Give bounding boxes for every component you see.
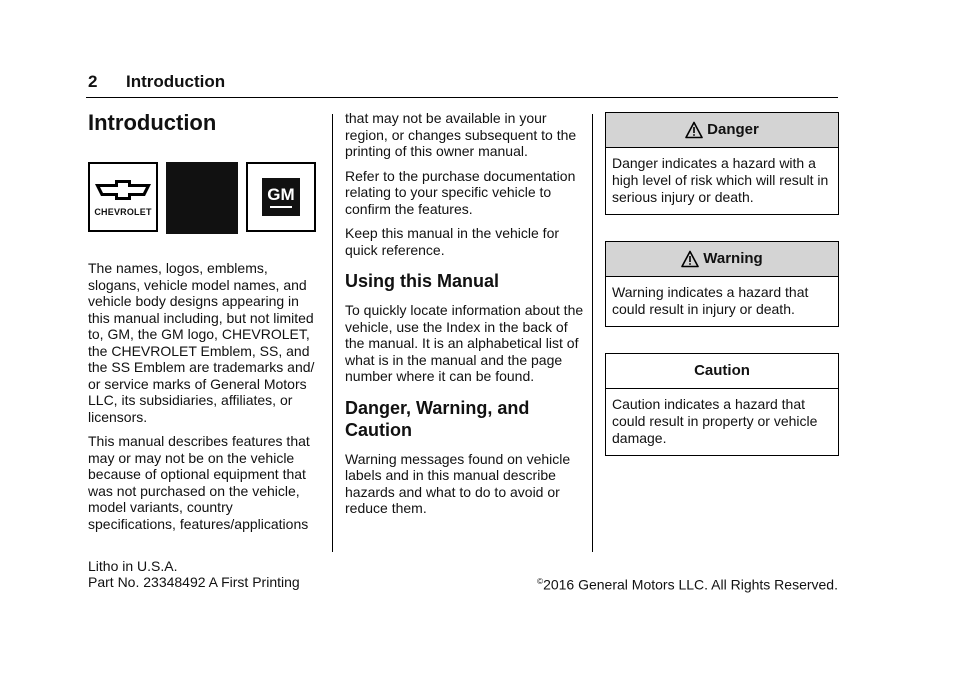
copyright-symbol: © bbox=[537, 577, 544, 586]
caution-title: Caution bbox=[694, 361, 750, 379]
part-number-text: Part No. 23348492 A First Printing bbox=[88, 574, 300, 590]
column-3 bbox=[605, 112, 839, 482]
page-number: 2 bbox=[88, 72, 98, 91]
gm-logo-icon bbox=[262, 178, 300, 216]
warning-title: Warning bbox=[703, 249, 763, 267]
caution-box bbox=[605, 353, 839, 456]
copyright-text: 2016 General Motors LLC. All Rights Reserved. bbox=[543, 576, 838, 593]
warning-triangle-icon bbox=[685, 121, 703, 139]
footer-copyright bbox=[537, 574, 838, 593]
trademark-paragraph: The names, logos, emblems, slogans, vehicle model names, and vehicle body designs appearing in this manual including, but not limited to, GM, the GM logo, CHEVROLET, the CHEVROLET Emblem, SS, and the SS Emblem are trademarks and/ or service marks of General Motors LLC, its subsidiaries, affiliates, or licensors. bbox=[88, 260, 315, 425]
danger-text: Danger indicates a hazard with a high level of risk which will result in serious injury or death. bbox=[612, 155, 829, 205]
caution-header bbox=[606, 354, 838, 389]
keep-manual-paragraph: Keep this manual in the vehicle for quick reference. bbox=[345, 225, 560, 258]
region-paragraph: that may not be available in your region, or changes subsequent to the printing of this owner manual. bbox=[345, 110, 577, 159]
danger-header bbox=[606, 113, 838, 148]
column-divider-2 bbox=[592, 114, 593, 552]
chevrolet-wordmark: CHEVROLET bbox=[94, 206, 152, 217]
heading-danger-warning-caution: Danger, Warning, and Caution bbox=[345, 397, 530, 440]
gm-letters: GM bbox=[267, 184, 295, 204]
header-rule bbox=[86, 97, 838, 98]
features-paragraph: This manual describes features that may or may not be on the vehicle because of optional equipment that was not purchased on the vehicle, model variants, country specifications, features/applications bbox=[88, 433, 310, 532]
warning-triangle-icon bbox=[681, 250, 699, 268]
blank-emblem bbox=[166, 162, 238, 234]
column-2 bbox=[345, 110, 585, 525]
warning-box bbox=[605, 241, 839, 327]
index-paragraph: To quickly locate information about the vehicle, use the Index in the back of the manual. It is an alphabetical list of what is in the manual and the page number where it can be found. bbox=[345, 302, 584, 384]
chevrolet-logo bbox=[88, 162, 158, 232]
caution-text: Caution indicates a hazard that could result in property or vehicle damage. bbox=[612, 396, 818, 446]
logo-strip bbox=[88, 162, 323, 234]
warning-messages-paragraph: Warning messages found on vehicle labels and in this manual describe hazards and what to do to avoid or reduce them. bbox=[345, 450, 571, 516]
litho-text: Litho in U.S.A. bbox=[88, 558, 178, 574]
column-1 bbox=[88, 106, 323, 540]
purchase-paragraph: Refer to the purchase documentation relating to your specific vehicle to confirm the features. bbox=[345, 167, 576, 217]
page-title: Introduction bbox=[88, 110, 217, 135]
warning-header bbox=[606, 242, 838, 277]
page-header bbox=[88, 72, 225, 92]
danger-title: Danger bbox=[707, 120, 759, 138]
heading-using-manual: Using this Manual bbox=[345, 271, 500, 291]
danger-box bbox=[605, 112, 839, 215]
footer-left bbox=[88, 558, 300, 590]
header-section: Introduction bbox=[126, 72, 226, 91]
warning-text: Warning indicates a hazard that could result in injury or death. bbox=[612, 284, 809, 317]
gm-logo bbox=[246, 162, 316, 232]
gm-underline bbox=[270, 206, 292, 208]
column-divider-1 bbox=[332, 114, 333, 552]
